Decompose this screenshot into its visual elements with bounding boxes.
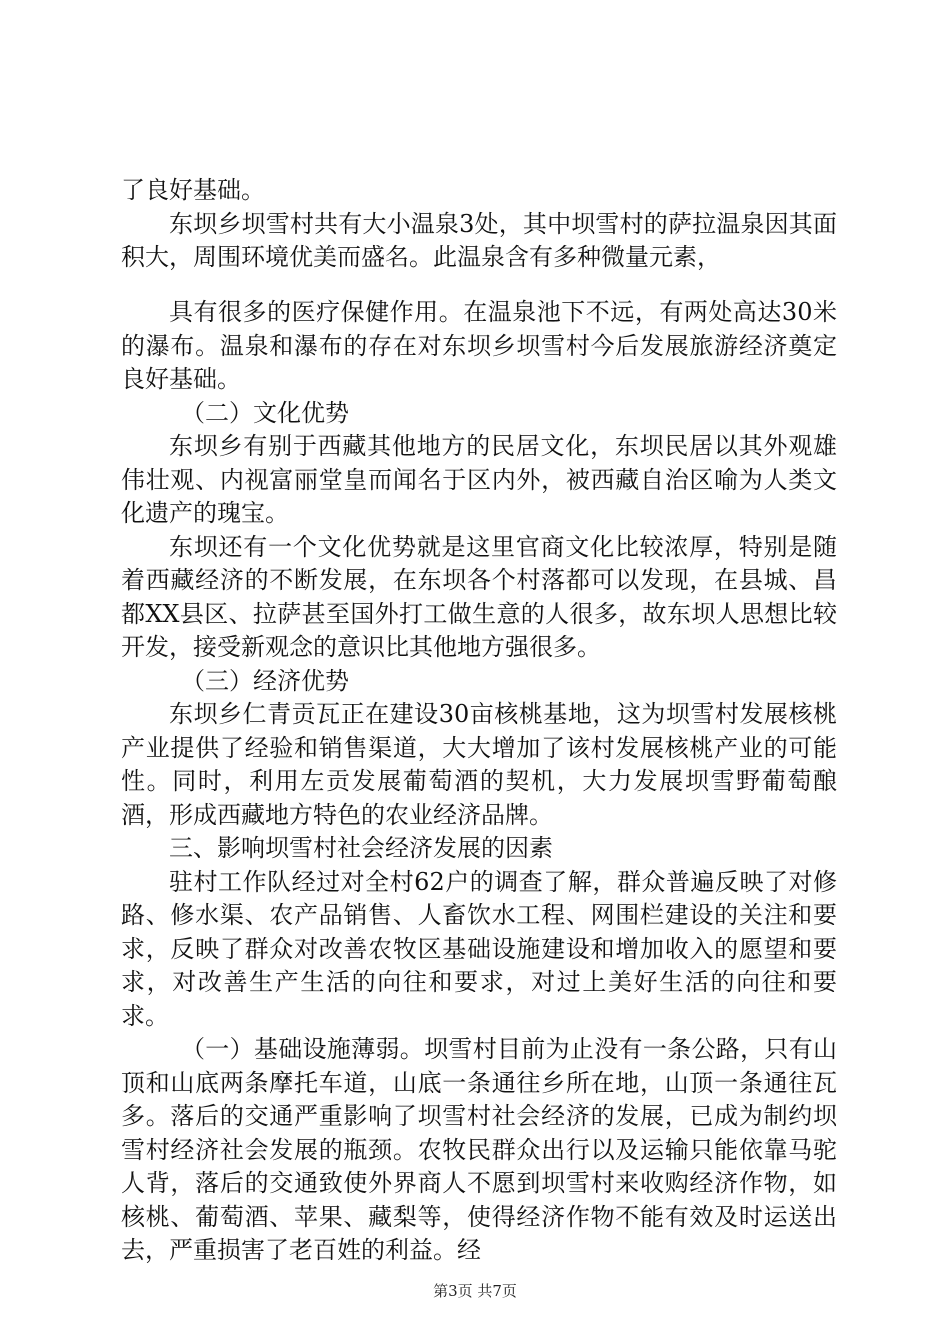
paragraph-hot-springs: 东坝乡坝雪村共有大小温泉3处，其中坝雪村的萨拉温泉因其面积大，周围环境优美而盛名。此温泉含有多种微量元素， — [121, 209, 837, 271]
text-block-top — [121, 174, 837, 275]
page-number-footer: 第3页 共7页 — [433, 1282, 517, 1300]
paragraph-walnut-base: 东坝乡仁青贡瓦正在建设30亩核桃基地，这为坝雪村发展核桃产业提供了经验和销售渠道，大大增加了该村发展核桃产业的可能性。同时，利用左贡发展葡萄酒的契机，大力发展坝雪野葡萄酿酒，形成西藏地方特色的农业经济品牌。 — [121, 700, 837, 829]
paragraph-residence-culture: 东坝乡有别于西藏其他地方的民居文化，东坝民居以其外观雄伟壮观、内视富丽堂皇而闻名于区内外，被西藏自治区喻为人类文化遗产的瑰宝。 — [121, 432, 837, 527]
paragraph-health-waterfall: 具有很多的医疗保健作用。在温泉池下不远，有两处高达30米的瀑布。温泉和瀑布的存在对东坝乡坝雪村今后发展旅游经济奠定良好基础。 — [121, 298, 837, 393]
paragraph-infrastructure: （一）基础设施薄弱。坝雪村目前为止没有一条公路，只有山顶和山底两条摩托车道，山底一条通往乡所在地，山顶一条通往瓦多。落后的交通严重影响了坝雪村社会经济的发展，已成为制约坝雪村经济社会发展的瓶颈。农牧民群众出行以及运输只能依靠马驼人背，落后的交通致使外界商人不愿到坝雪村来收购经济作物，如核桃、葡萄酒、苹果、藏梨等，使得经济作物不能有效及时运送出去，严重损害了老百姓的利益。经 — [121, 1035, 837, 1264]
paragraph-survey: 驻村工作队经过对全村62户的调查了解，群众普遍反映了对修路、修水渠、农产品销售、人畜饮水工程、网围栏建设的关注和要求，反映了群众对改善农牧区基础设施建设和增加收入的愿望和要求，对改善生产生活的向往和要求，对过上美好生活的向往和要求。 — [121, 867, 837, 1030]
paragraph-continuation: 了良好基础。 — [121, 176, 265, 204]
section-heading-factors: 三、影响坝雪村社会经济发展的因素 — [169, 834, 553, 862]
text-block-main — [121, 296, 837, 1268]
paragraph-commerce-culture: 东坝还有一个文化优势就是这里官商文化比较浓厚，特别是随着西藏经济的不断发展，在东坝各个村落都可以发现，在县城、昌都XX县区、拉萨甚至国外打工做生意的人很多，故东坝人思想比较开发，接受新观念的意识比其他地方强很多。 — [121, 532, 837, 661]
section-heading-culture: （二）文化优势 — [181, 398, 349, 427]
section-heading-economy: （三）经济优势 — [181, 666, 349, 695]
